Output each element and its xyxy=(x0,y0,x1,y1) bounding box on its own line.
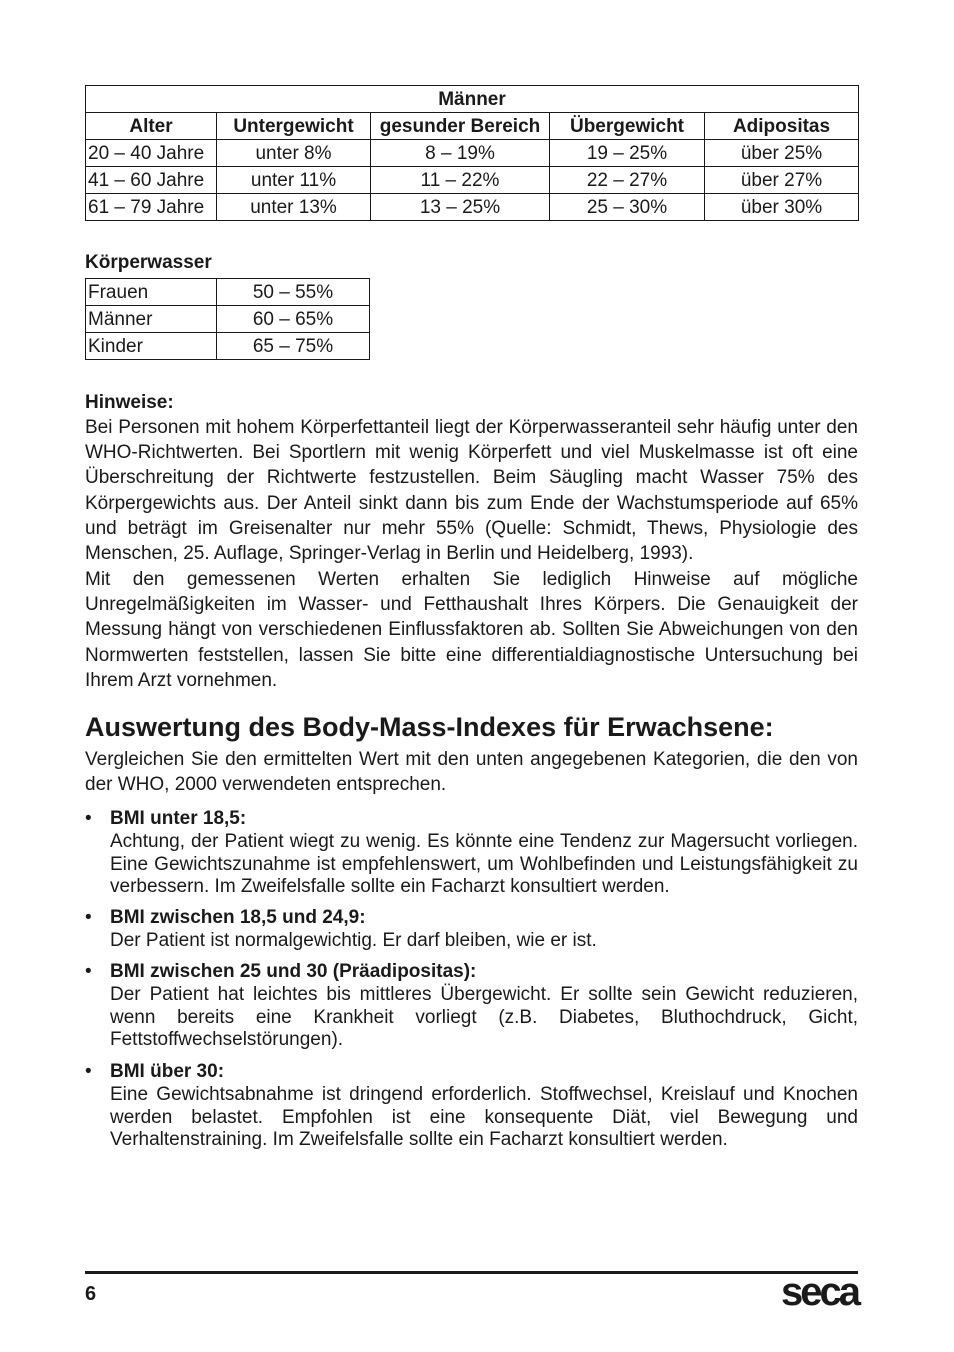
table-cell: Kinder xyxy=(86,333,217,360)
table-cell: 13 – 25% xyxy=(371,194,550,221)
table-row xyxy=(86,167,859,194)
table-row xyxy=(86,306,370,333)
table-cell: 41 – 60 Jahre xyxy=(86,167,217,194)
table-row xyxy=(86,140,859,167)
men-body-fat-table xyxy=(85,85,859,221)
seca-logo: seca xyxy=(781,1270,858,1314)
bmi-intro: Vergleichen Sie den ermittelten Wert mit den unten angegebenen Kategorien, die den von der WHO, 2000 verwendeten entsprechen. xyxy=(85,749,858,796)
men-table-title: Männer xyxy=(86,86,859,113)
table-row xyxy=(86,279,370,306)
table-cell: 8 – 19% xyxy=(371,140,550,167)
column-header: Übergewicht xyxy=(550,113,705,140)
column-header: Alter xyxy=(86,113,217,140)
footer-rule xyxy=(85,1271,858,1274)
bullet-icon: • xyxy=(85,808,92,829)
table-cell: über 30% xyxy=(705,194,859,221)
bmi-category-title: BMI zwischen 25 und 30 (Präadipositas): xyxy=(110,961,477,982)
table-cell: 50 – 55% xyxy=(217,279,370,306)
table-cell: 25 – 30% xyxy=(550,194,705,221)
table-row xyxy=(86,333,370,360)
notes-paragraph: Mit den gemessenen Werten erhalten Sie lediglich Hinweise auf mögliche Unregelmäßigkeiten im Wasser- und Fetthaushalt Ihres Körpers. Die Genauigkeit der Messung hängt von verschiedenen Einflussfaktoren ab. Sollten Sie Abweichungen von den Normwerten feststellen, lassen Sie bitte eine differentialdiagnostische Untersuchung bei Ihrem Arzt vornehmen. xyxy=(85,569,858,691)
bmi-category-text: Eine Gewichtsabnahme ist dringend erforderlich. Stoffwechsel, Kreislauf und Knochen werden belastet. Empfohlen ist eine konsequente Diät, viel Bewegung und Verhaltenstraining. Im Zweifelsfalle sollte ein Facharzt konsultiert werden. xyxy=(110,1084,858,1150)
bullet-icon: • xyxy=(85,961,92,982)
men-table-header-row xyxy=(86,113,859,140)
column-header: Adipositas xyxy=(705,113,859,140)
table-cell: 11 – 22% xyxy=(371,167,550,194)
notes-paragraph: Bei Personen mit hohem Körperfettanteil liegt der Körperwasseranteil sehr häufig unter den WHO-Richtwerten. Bei Sportlern mit wenig Körperfett und viel Muskelmasse ist oft eine Überschreitung der Richtwerte festzustellen. Beim Säugling macht Wasser 75% des Körpergewichts aus. Der Anteil sinkt dann bis zum Ende der Wachstumsperiode auf 65% und beträgt im Greisenalter nur mehr 55% (Quelle: Schmidt, Thews, Physiologie des Menschen, 25. Auflage, Springer-Verlag in Berlin und Heidelberg, 1993). xyxy=(85,417,858,565)
table-cell: unter 13% xyxy=(217,194,371,221)
table-cell: über 27% xyxy=(705,167,859,194)
column-header: Untergewicht xyxy=(217,113,371,140)
bmi-category-title: BMI zwischen 18,5 und 24,9: xyxy=(110,907,366,928)
table-cell: 65 – 75% xyxy=(217,333,370,360)
bmi-category-text: Achtung, der Patient wiegt zu wenig. Es könnte eine Tendenz zur Magersucht vorliegen. Eine Gewichtszunahme ist empfehlenswert, um Wohlbefinden und Leistungsfähigkeit zu verbessern. Im Zweifelsfalle sollte ein Facharzt konsultiert werden. xyxy=(110,831,858,897)
table-cell: Frauen xyxy=(86,279,217,306)
table-cell: Männer xyxy=(86,306,217,333)
table-cell: 22 – 27% xyxy=(550,167,705,194)
table-row xyxy=(86,194,859,221)
table-cell: 20 – 40 Jahre xyxy=(86,140,217,167)
bullet-icon: • xyxy=(85,1061,92,1082)
table-cell: 60 – 65% xyxy=(217,306,370,333)
bmi-category-title: BMI über 30: xyxy=(110,1061,225,1082)
table-cell: 61 – 79 Jahre xyxy=(86,194,217,221)
table-cell: 19 – 25% xyxy=(550,140,705,167)
body-water-title: Körperwasser xyxy=(85,252,212,273)
table-cell: über 25% xyxy=(705,140,859,167)
bmi-category-text: Der Patient hat leichtes bis mittleres Übergewicht. Er sollte sein Gewicht reduzieren, wenn bereits eine Krankheit vorliegt (z.B. Diabetes, Bluthochdruck, Gicht, Fettstoffwechselstörungen). xyxy=(110,984,858,1050)
body-water-table xyxy=(85,278,370,360)
bmi-category-text: Der Patient ist normalgewichtig. Er darf bleiben, wie er ist. xyxy=(110,930,597,951)
bmi-category-title: BMI unter 18,5: xyxy=(110,808,247,829)
table-cell: unter 11% xyxy=(217,167,371,194)
page-number: 6 xyxy=(85,1283,97,1305)
bullet-icon: • xyxy=(85,907,92,928)
column-header: gesunder Bereich xyxy=(371,113,550,140)
section-heading: Auswertung des Body-Mass-Indexes für Erwachsene: xyxy=(85,712,774,742)
notes-heading: Hinweise: xyxy=(85,392,174,413)
table-cell: unter 8% xyxy=(217,140,371,167)
